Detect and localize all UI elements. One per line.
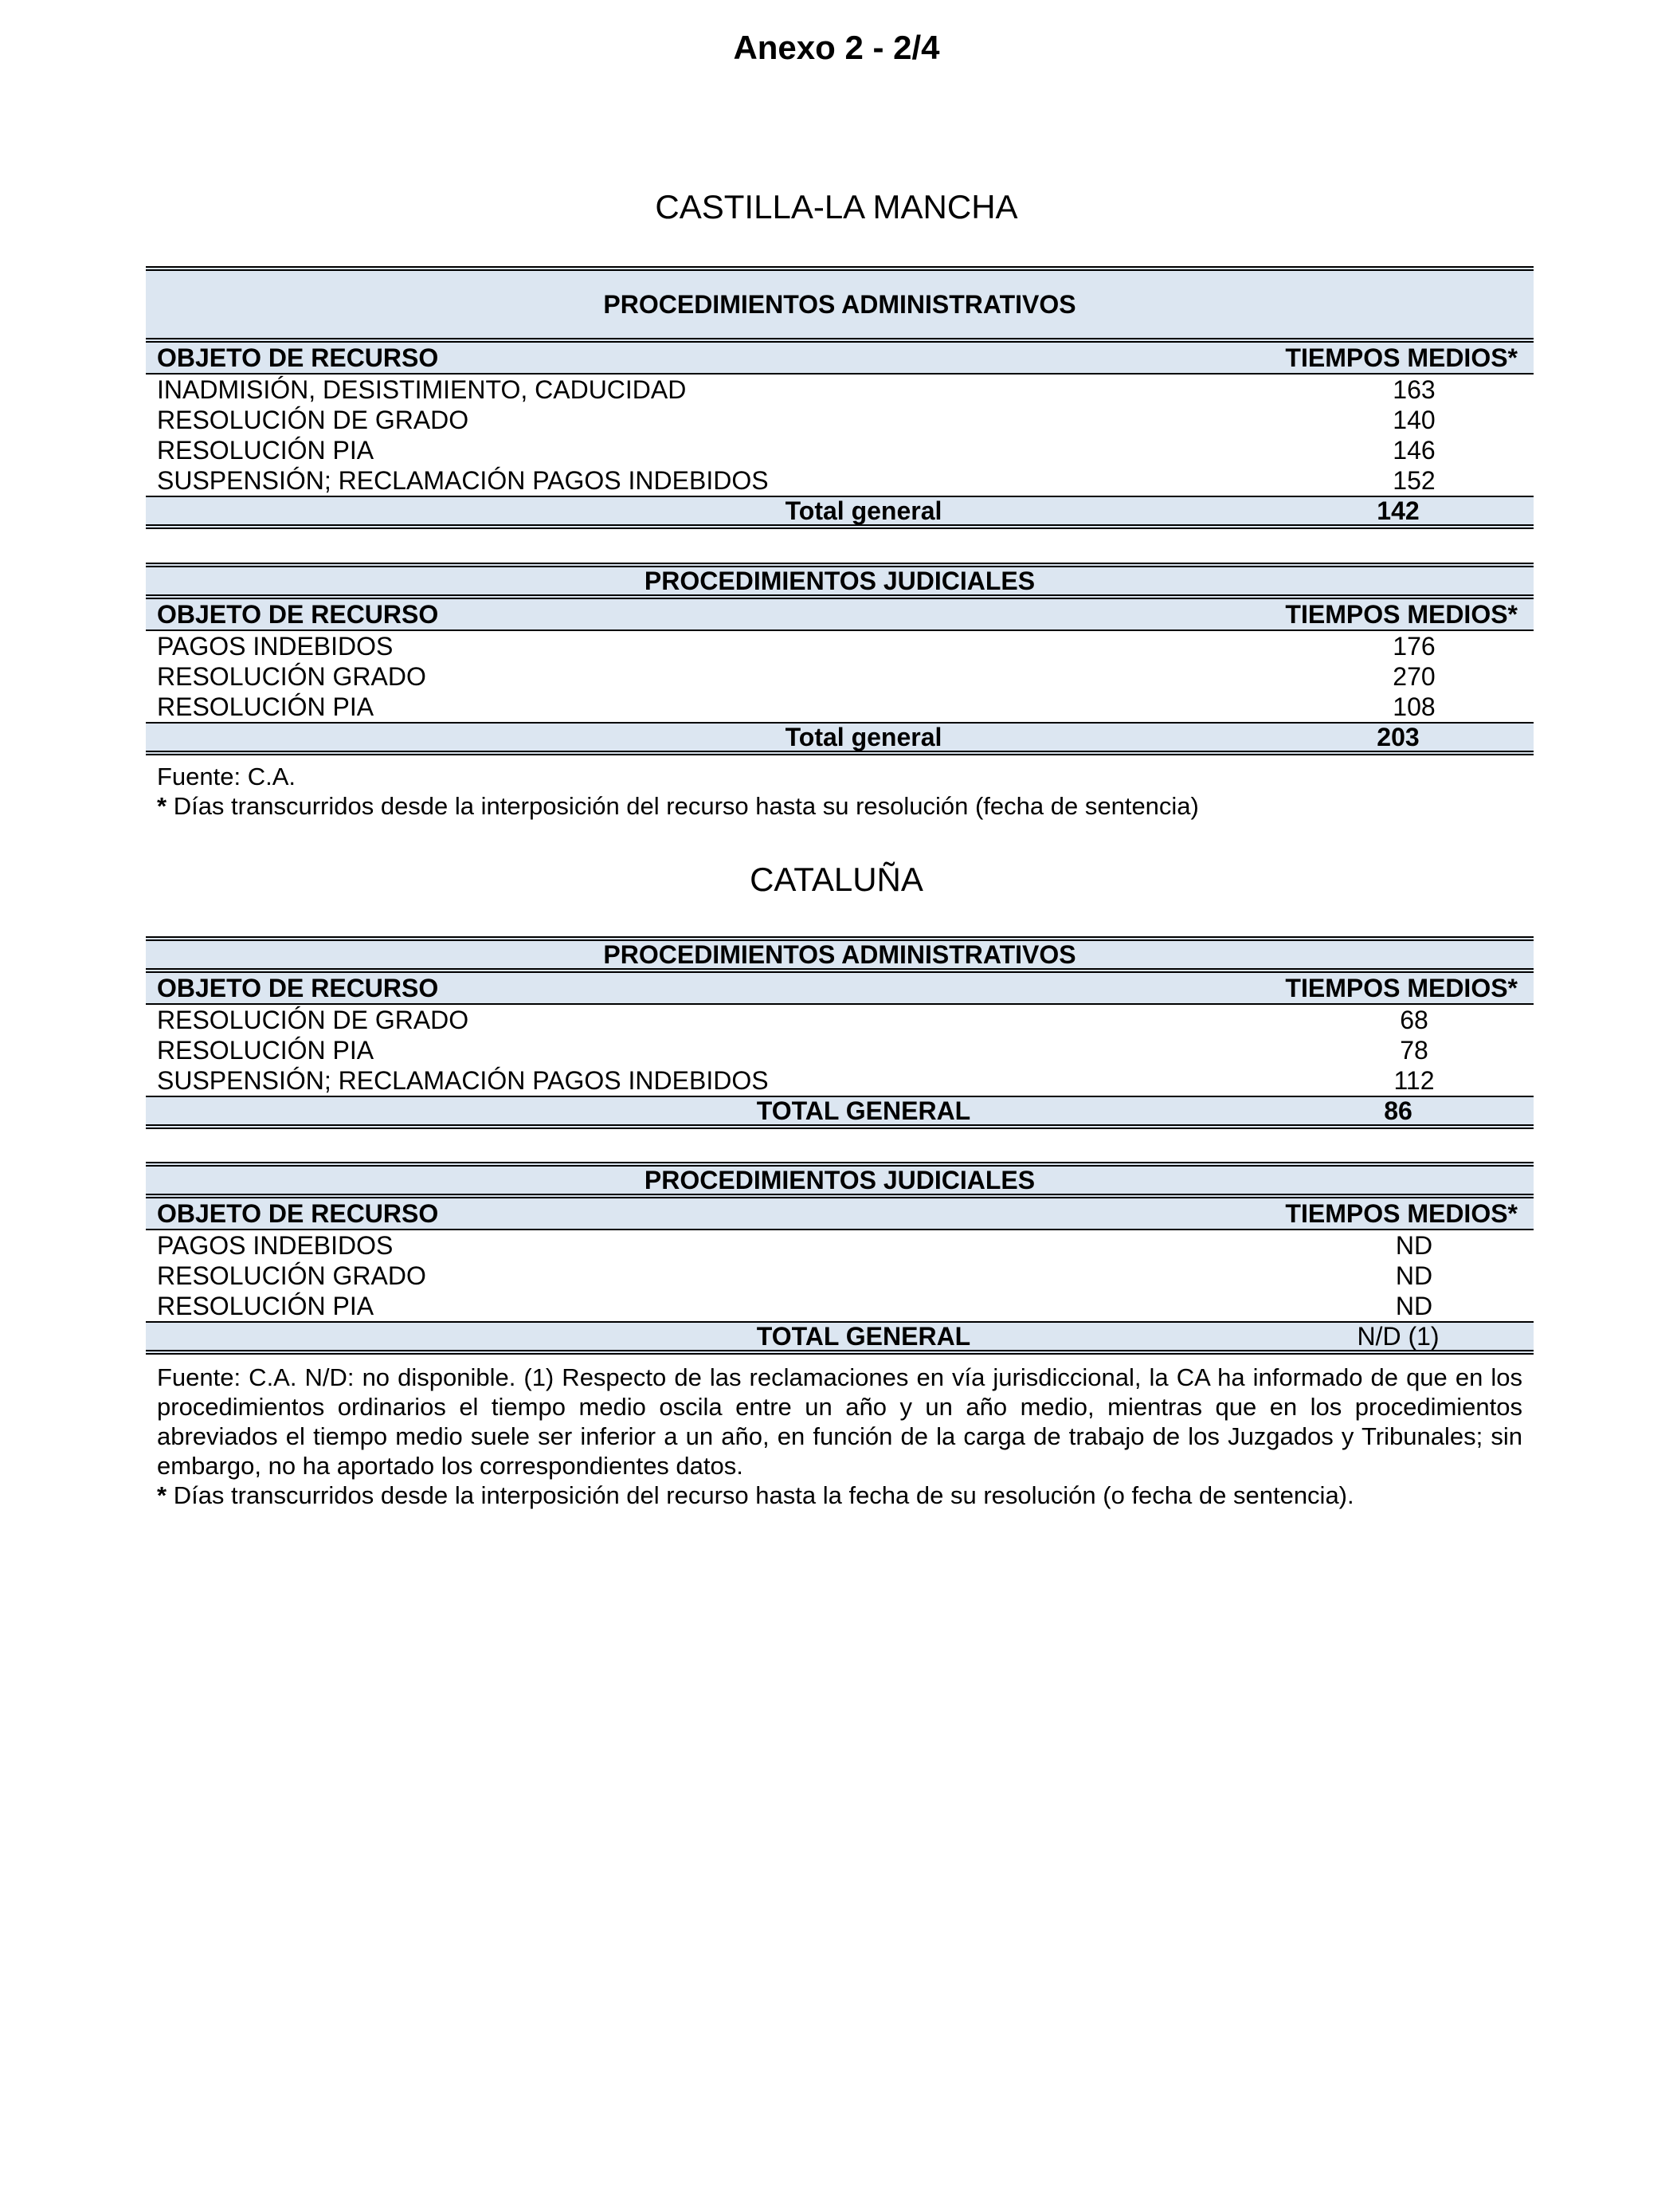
footnote-days — [157, 1481, 1522, 1510]
row-value: 270 — [1393, 661, 1436, 691]
table-row — [146, 692, 1534, 722]
row-value: 163 — [1393, 375, 1436, 404]
column-header-tiempos: TIEMPOS MEDIOS* — [1285, 343, 1518, 372]
total-row — [146, 496, 1534, 529]
total-value: 142 — [1377, 496, 1420, 525]
table-row — [146, 1230, 1534, 1261]
section-heading: PROCEDIMIENTOS JUDICIALES — [146, 1162, 1534, 1198]
row-value: 176 — [1393, 631, 1436, 661]
row-label: RESOLUCIÓN GRADO — [157, 1261, 426, 1290]
column-header-row — [146, 343, 1534, 375]
row-value: 140 — [1393, 405, 1436, 434]
row-label: RESOLUCIÓN PIA — [157, 435, 374, 465]
column-header-row — [146, 599, 1534, 631]
column-header-row — [146, 973, 1534, 1005]
total-label: Total general — [785, 722, 942, 751]
row-label: INADMISIÓN, DESISTIMIENTO, CADUCIDAD — [157, 375, 687, 404]
footnote-asterisk: * — [157, 792, 167, 820]
table-row — [146, 1065, 1534, 1096]
table-row — [146, 1035, 1534, 1065]
row-value: 152 — [1393, 465, 1436, 495]
section-heading: PROCEDIMIENTOS ADMINISTRATIVOS — [146, 266, 1534, 343]
table-row — [146, 1261, 1534, 1291]
row-label: RESOLUCIÓN PIA — [157, 1291, 374, 1320]
row-label: RESOLUCIÓN DE GRADO — [157, 1005, 469, 1034]
row-label: PAGOS INDEBIDOS — [157, 1230, 394, 1260]
page-header: Anexo 2 - 2/4 — [733, 29, 940, 66]
column-header-objeto: OBJETO DE RECURSO — [157, 1198, 439, 1228]
column-header-tiempos: TIEMPOS MEDIOS* — [1285, 1198, 1518, 1228]
row-value: 108 — [1393, 692, 1436, 721]
table-row — [146, 405, 1534, 435]
row-label: RESOLUCIÓN GRADO — [157, 661, 426, 691]
total-row — [146, 722, 1534, 755]
column-header-objeto: OBJETO DE RECURSO — [157, 343, 439, 372]
row-value: 146 — [1393, 435, 1436, 465]
table-row — [146, 465, 1534, 496]
footnote-days-text: Días transcurridos desde la interposición del recurso hasta la fecha de su resolución (o fecha de sentencia). — [167, 1481, 1354, 1509]
total-label: Total general — [785, 496, 942, 525]
row-label: SUSPENSIÓN; RECLAMACIÓN PAGOS INDEBIDOS — [157, 465, 769, 495]
table-row — [146, 375, 1534, 405]
footnote-cataluna — [157, 1363, 1522, 1510]
footnote-days — [157, 791, 1522, 821]
total-label: TOTAL GENERAL — [756, 1096, 971, 1125]
column-header-objeto: OBJETO DE RECURSO — [157, 599, 439, 629]
total-value: 86 — [1384, 1096, 1412, 1125]
row-value: ND — [1395, 1230, 1433, 1260]
row-label: RESOLUCIÓN PIA — [157, 692, 374, 721]
section-heading: PROCEDIMIENTOS JUDICIALES — [146, 563, 1534, 599]
row-value: 78 — [1400, 1035, 1428, 1065]
table-row — [146, 631, 1534, 661]
region-title-castilla-la-mancha: CASTILLA-LA MANCHA — [655, 188, 1018, 226]
table-cat-administrativos — [146, 936, 1534, 1129]
total-row — [146, 1096, 1534, 1129]
table-clm-judiciales — [146, 563, 1534, 755]
table-cat-judiciales — [146, 1162, 1534, 1355]
total-label: TOTAL GENERAL — [756, 1321, 971, 1351]
footnote-source: Fuente: C.A. — [157, 763, 296, 790]
footnote-source: Fuente: C.A. N/D: no disponible. (1) Respecto de las reclamaciones en vía jurisdiccional, la CA ha informado de que en los procedimientos ordinarios el tiempo medio oscila entre un año y un año medio, mientras que en los procedimientos abreviados el tiempo medio suele ser inferior a un año, en función de la carga de trabajo de los Juzgados y Tribunales; sin embargo, no ha aportado los correspondientes datos. — [157, 1363, 1522, 1480]
table-clm-administrativos — [146, 266, 1534, 529]
footnote-castilla-la-mancha — [157, 762, 1522, 821]
footnote-asterisk: * — [157, 1481, 167, 1509]
column-header-row — [146, 1198, 1534, 1230]
row-value: ND — [1395, 1261, 1433, 1290]
row-label: SUSPENSIÓN; RECLAMACIÓN PAGOS INDEBIDOS — [157, 1065, 769, 1095]
row-value: ND — [1395, 1291, 1433, 1320]
table-row — [146, 1005, 1534, 1035]
footnote-days-text: Días transcurridos desde la interposición del recurso hasta su resolución (fecha de sentencia) — [167, 792, 1199, 820]
table-row — [146, 661, 1534, 692]
total-value: 203 — [1377, 722, 1420, 751]
column-header-objeto: OBJETO DE RECURSO — [157, 973, 439, 1002]
table-row — [146, 435, 1534, 465]
row-value: 68 — [1400, 1005, 1428, 1034]
row-label: PAGOS INDEBIDOS — [157, 631, 394, 661]
row-value: 112 — [1393, 1065, 1435, 1095]
total-row — [146, 1321, 1534, 1355]
row-label: RESOLUCIÓN PIA — [157, 1035, 374, 1065]
section-heading: PROCEDIMIENTOS ADMINISTRATIVOS — [146, 936, 1534, 973]
total-value: N/D (1) — [1357, 1321, 1440, 1351]
region-title-cataluna: CATALUÑA — [750, 861, 923, 898]
table-row — [146, 1291, 1534, 1321]
row-label: RESOLUCIÓN DE GRADO — [157, 405, 469, 434]
column-header-tiempos: TIEMPOS MEDIOS* — [1285, 599, 1518, 629]
column-header-tiempos: TIEMPOS MEDIOS* — [1285, 973, 1518, 1002]
